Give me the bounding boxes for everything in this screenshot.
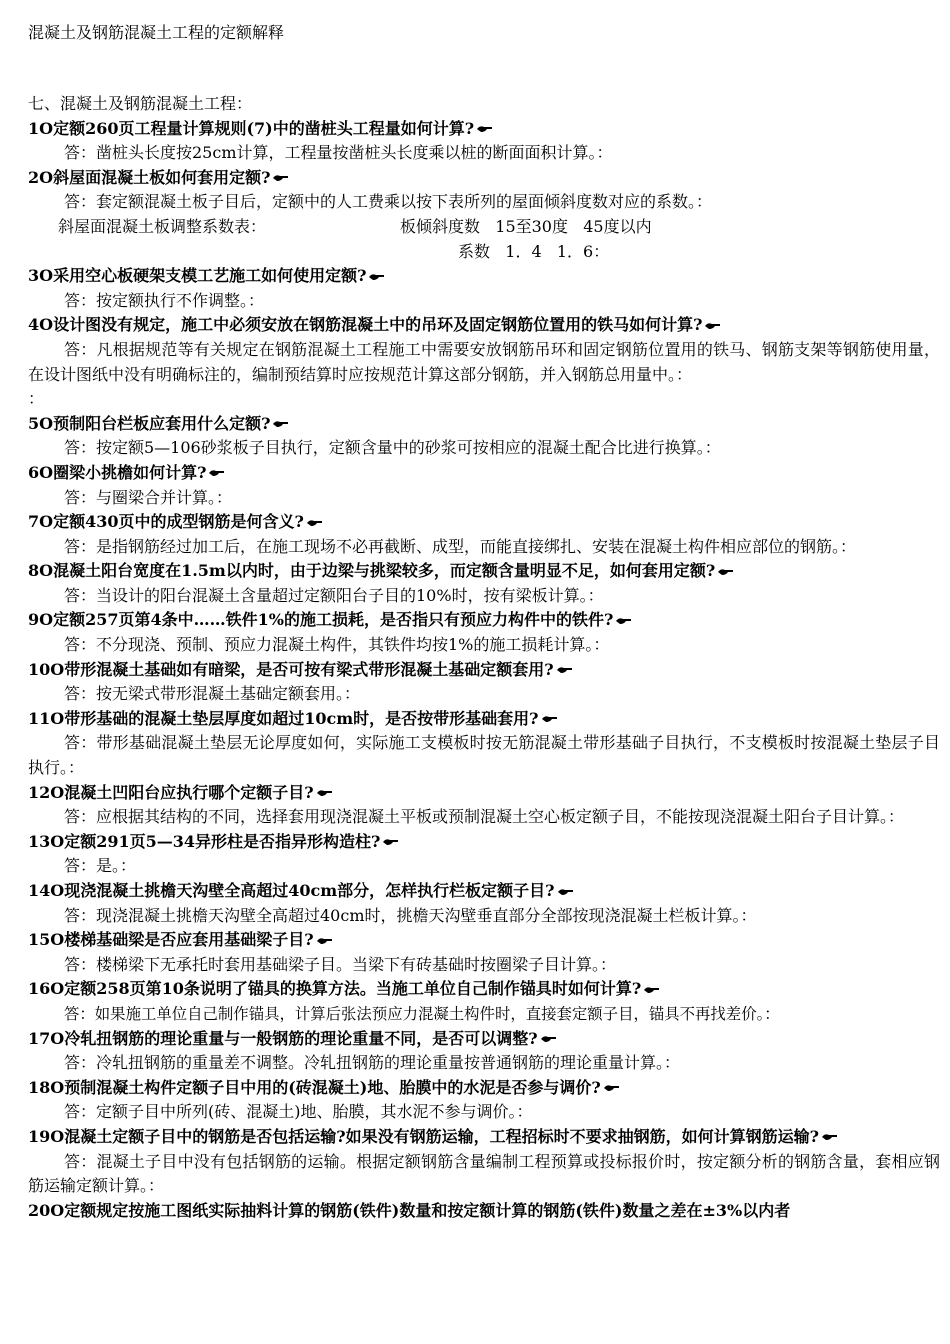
question-19: 19O混凝土定额子目中的钢筋是否包括运输?如果没有钢筋运输，工程招标时不要求抽钢筋，如何计算钢筋运输? bbox=[28, 1125, 940, 1150]
question-4: 4O设计图没有规定，施工中必须安放在钢筋混凝土中的吊环及固定钢筋位置用的铁马如何计算? bbox=[28, 313, 940, 338]
table-header: 板倾斜度数 15至30度 45度以内 bbox=[400, 216, 652, 236]
answer-11: 答：带形基础混凝土垫层无论厚度如何，实际施工支模板时按无筋混凝土带形基础子目执行，不支模板时按混凝土垫层子目执行。： bbox=[28, 733, 940, 778]
question-17: 17O冷轧扭钢筋的理论重量与一般钢筋的理论重量不同，是否可以调整? bbox=[28, 1027, 940, 1052]
question-7: 7O定额430页中的成型钢筋是何含义? bbox=[28, 510, 940, 535]
question-3: 3O采用空心板硬架支模工艺施工如何使用定额? bbox=[28, 264, 940, 289]
answer-7: 答：是指钢筋经过加工后，在施工现场不必再截断、成型，而能直接绑扎、安装在混凝土构件相应部位的钢筋。： bbox=[64, 536, 857, 556]
section-title: 七、混凝土及钢筋混凝土工程： bbox=[28, 94, 253, 113]
question-15: 15O楼梯基础梁是否应套用基础梁子目? bbox=[28, 928, 940, 953]
question-16: 16O定额258页第10条说明了锚具的换算方法。当施工单位自己制作锚具时如何计算? bbox=[28, 977, 940, 1002]
hand-pointer-icon bbox=[556, 665, 574, 675]
hand-pointer-icon bbox=[272, 419, 290, 429]
answer-9: 答：不分现浇、预制、预应力混凝土构件，其铁件均按1%的施工损耗计算。： bbox=[64, 635, 610, 655]
question-5: 5O预制阳台栏板应套用什么定额? bbox=[28, 412, 940, 437]
hand-pointer-icon bbox=[540, 1034, 558, 1044]
answer-16: 答：如果施工单位自己制作锚具，计算后张法预应力混凝土构件时，直接套定额子目，锚具不再找差价。： bbox=[64, 1004, 780, 1023]
answer-8: 答：当设计的阳台混凝土含量超过定额阳台子目的10%时，按有梁板计算。： bbox=[64, 585, 604, 605]
hand-pointer-icon bbox=[382, 837, 400, 847]
answer-3: 答：按定额执行不作调整。： bbox=[64, 290, 265, 310]
document-title: 混凝土及钢筋混凝土工程的定额解释 bbox=[28, 23, 285, 42]
answer-14: 答：现浇混凝土挑檐天沟壁全高超过40cm时，挑檐天沟壁垂直部分全部按现浇混凝土栏板计算。： bbox=[64, 905, 757, 925]
question-20: 20O定额规定按施工图纸实际抽料计算的钢筋(铁件)数量和按定额计算的钢筋(铁件)数量之差在±3%以内者 bbox=[28, 1200, 791, 1220]
hand-pointer-icon bbox=[821, 1132, 839, 1142]
answer-17: 答：冷轧扭钢筋的重量差不调整。冷轧扭钢筋的理论重量按普通钢筋的理论重量计算。： bbox=[64, 1053, 681, 1073]
hand-pointer-icon bbox=[368, 272, 386, 282]
question-11: 11O带形基础的混凝土垫层厚度如超过10cm时，是否按带形基础套用? bbox=[28, 707, 940, 732]
answer-6: 答：与圈梁合并计算。： bbox=[64, 487, 233, 507]
answer-19: 答：混凝土子目中没有包括钢筋的运输。根据定额钢筋含量编制工程预算或投标报价时，按定额分析的钢筋含量，套相应钢筋运输定额计算。： bbox=[28, 1151, 940, 1196]
question-13: 13O定额291页5—34异形柱是否指异形构造柱? bbox=[28, 830, 940, 855]
answer-18: 答：定额子目中所列(砖、混凝土)地、胎膜，其水泥不参与调价。： bbox=[64, 1102, 533, 1122]
question-14: 14O现浇混凝土挑檐天沟壁全高超过40cm部分，怎样执行栏板定额子目? bbox=[28, 879, 940, 904]
answer-13: 答：是。： bbox=[64, 856, 137, 876]
answer-4-continuation: ： bbox=[28, 389, 45, 409]
question-12: 12O混凝土凹阳台应执行哪个定额子目? bbox=[28, 781, 940, 806]
question-2: 2O斜屋面混凝土板如何套用定额? bbox=[28, 166, 940, 191]
hand-pointer-icon bbox=[316, 936, 334, 946]
hand-pointer-icon bbox=[208, 468, 226, 478]
hand-pointer-icon bbox=[603, 1083, 621, 1093]
question-18: 18O预制混凝土构件定额子目中用的(砖混凝土)地、胎膜中的水泥是否参与调价? bbox=[28, 1076, 940, 1101]
hand-pointer-icon bbox=[476, 124, 494, 134]
hand-pointer-icon bbox=[306, 518, 324, 528]
question-6: 6O圈梁小挑檐如何计算? bbox=[28, 461, 940, 486]
answer-15: 答：楼梯梁下无承托时套用基础梁子目。当梁下有砖基础时按圈梁子目计算。： bbox=[64, 954, 617, 974]
hand-pointer-icon bbox=[557, 887, 575, 897]
answer-12: 答：应根据其结构的不同，选择套用现浇混凝土平板或预制混凝土空心板定额子目，不能按现浇混凝土阳台子目计算。： bbox=[64, 807, 905, 827]
table-header-row bbox=[28, 215, 940, 240]
hand-pointer-icon bbox=[541, 714, 559, 724]
question-9: 9O定额257页第4条中……铁件1%的施工损耗，是否指只有预应力构件中的铁件? bbox=[28, 608, 940, 633]
document-body bbox=[28, 92, 940, 1223]
answer-1: 答：凿桩头长度按25cm计算，工程量按凿桩头长度乘以桩的断面面积计算。： bbox=[64, 143, 613, 163]
hand-pointer-icon bbox=[272, 173, 290, 183]
answer-4: 答：凡根据规范等有关规定在钢筋混凝土工程施工中需要安放钢筋吊环和固定钢筋位置用的铁马、钢筋支架等钢筋使用量，在设计图纸中没有明确标注的，编制预结算时应按规范计算这部分钢筋，并入钢筋总用量中。： bbox=[28, 339, 940, 384]
hand-pointer-icon bbox=[704, 321, 722, 331]
hand-pointer-icon bbox=[615, 616, 633, 626]
answer-5: 答：按定额5—106砂浆板子目执行，定额含量中的砂浆可按相应的混凝土配合比进行换算。： bbox=[64, 438, 721, 458]
question-8: 8O混凝土阳台宽度在1.5m以内时，由于边梁与挑梁较多，而定额含量明显不足，如何套用定额? bbox=[28, 559, 940, 584]
hand-pointer-icon bbox=[316, 788, 334, 798]
hand-pointer-icon bbox=[717, 567, 735, 577]
answer-10: 答：按无梁式带形混凝土基础定额套用。： bbox=[64, 684, 361, 704]
table-coefficient-row: 系数 1．4 1．6： bbox=[458, 241, 610, 261]
question-1: 1O定额260页工程量计算规则(7)中的凿桩头工程量如何计算? bbox=[28, 117, 940, 142]
hand-pointer-icon bbox=[643, 985, 661, 995]
question-10: 10O带形混凝土基础如有暗梁，是否可按有梁式带形混凝土基础定额套用? bbox=[28, 658, 940, 683]
table-label: 斜屋面混凝土板调整系数表： bbox=[58, 216, 267, 236]
answer-2: 答：套定额混凝土板子目后，定额中的人工费乘以按下表所列的屋面倾斜度数对应的系数。： bbox=[64, 192, 713, 212]
